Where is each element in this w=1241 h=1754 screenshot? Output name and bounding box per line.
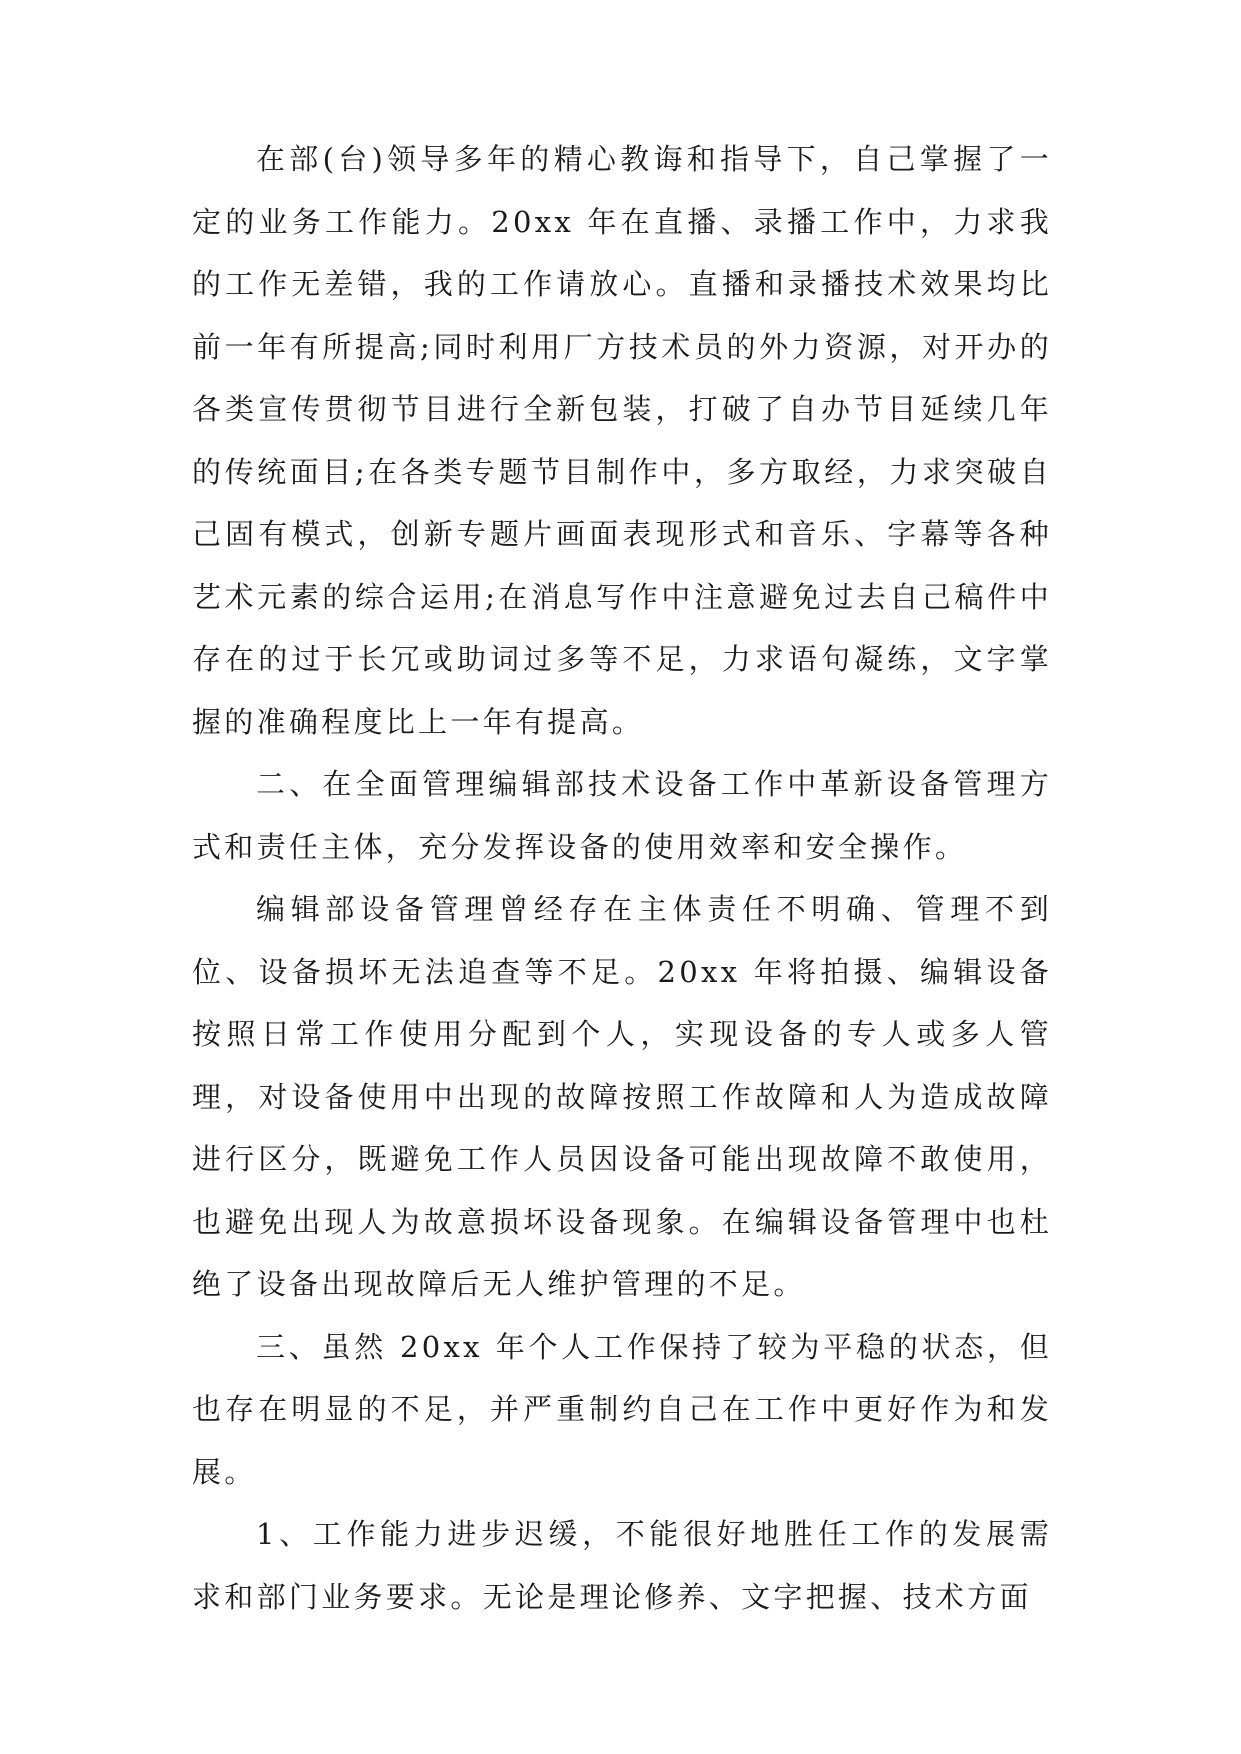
document-body	[192, 128, 1052, 1628]
paragraph-section-two-heading: 二、在全面管理编辑部技术设备工作中革新设备管理方式和责任主体，充分发挥设备的使用效率和安全操作。	[192, 767, 1052, 864]
paragraph-equipment-management: 编辑部设备管理曾经存在主体责任不明确、管理不到位、设备损坏无法追查等不足。20xx 年将拍摄、编辑设备按照日常工作使用分配到个人，实现设备的专人或多人管理，对设备使用中出现的故障按照工作故障和人为造成故障进行区分，既避免工作人员因设备可能出现故障不敢使用，也避免出现人为故意损坏设备现象。在编辑设备管理中也杜绝了设备出现故障后无人维护管理的不足。	[192, 892, 1052, 1301]
paragraph-item-one: 1、工作能力进步迟缓，不能很好地胜任工作的发展需求和部门业务要求。无论是理论修养、文字把握、技术方面	[192, 1517, 1052, 1614]
paragraph-leadership-guidance: 在部(台)领导多年的精心教诲和指导下，自己掌握了一定的业务工作能力。20xx 年在直播、录播工作中，力求我的工作无差错，我的工作请放心。直播和录播技术效果均比前一年有所提高;同时利用厂方技术员的外力资源，对开办的各类宣传贯彻节目进行全新包装，打破了自办节目延续几年的传统面目;在各类专题节目制作中，多方取经，力求突破自己固有模式，创新专题片画面表现形式和音乐、字幕等各种艺术元素的综合运用;在消息写作中注意避免过去自己稿件中存在的过于长冗或助词过多等不足，力求语句凝练，文字掌握的准确程度比上一年有提高。	[192, 142, 1052, 739]
paragraph-section-three-heading: 三、虽然 20xx 年个人工作保持了较为平稳的状态，但也存在明显的不足，并严重制约自己在工作中更好作为和发展。	[192, 1329, 1052, 1489]
